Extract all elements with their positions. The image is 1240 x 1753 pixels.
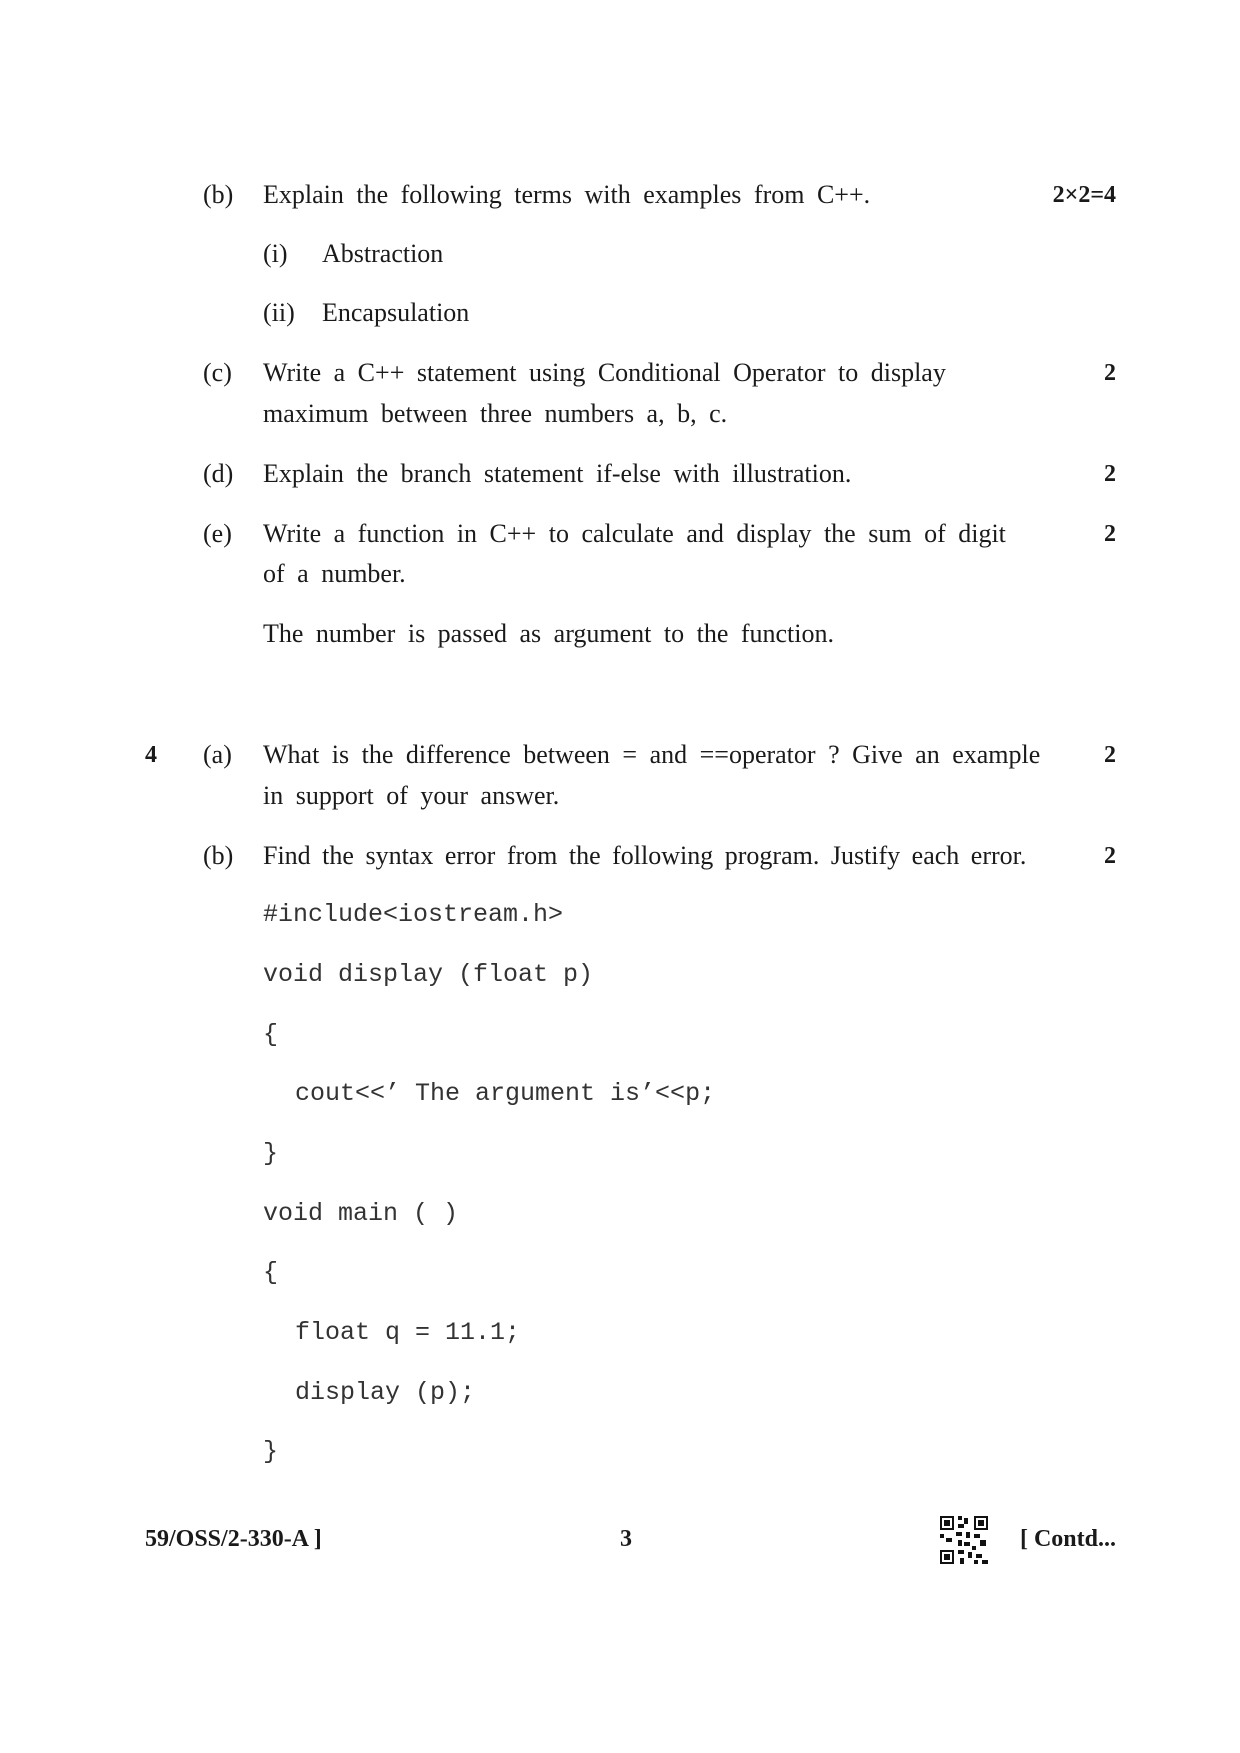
q3b-ii-label: (ii): [263, 298, 295, 327]
q3c-label: (c): [203, 358, 232, 387]
code-line-8: float q = 11.1;: [295, 1318, 521, 1347]
qr-code-icon: [940, 1516, 988, 1564]
q3e-marks: 2: [1104, 521, 1116, 547]
q3c-line1: Write a C++ statement using Conditional Operator to display: [263, 358, 946, 387]
q4b-marks: 2: [1104, 843, 1116, 869]
code-line-4: cout<<’ The argument is’<<p;: [295, 1079, 716, 1108]
q3e-label: (e): [203, 519, 232, 548]
code-line-10: }: [263, 1437, 279, 1466]
paper-code: 59/OSS/2-330-A ]: [145, 1526, 322, 1552]
code-line-7: {: [263, 1258, 279, 1287]
code-line-9: display (p);: [295, 1378, 476, 1407]
q3b-i-text: Abstraction: [322, 239, 444, 268]
page-number: 3: [620, 1526, 632, 1552]
code-line-3: {: [263, 1020, 279, 1049]
q3c-marks: 2: [1104, 360, 1116, 386]
q3d-label: (d): [203, 459, 234, 488]
q4b-label: (b): [203, 841, 234, 870]
q3d-text: Explain the branch statement if-else with illustration.: [263, 459, 852, 488]
q3e-line2: of a number.: [263, 559, 406, 588]
q4a-line1: What is the difference between = and ==operator ? Give an example: [263, 740, 1041, 769]
code-line-6: void main ( ): [263, 1199, 459, 1228]
q3e-line3: The number is passed as argument to the function.: [263, 619, 835, 648]
q3b-i-label: (i): [263, 239, 288, 268]
q3d-marks: 2: [1104, 461, 1116, 487]
q3e-line1: Write a function in C++ to calculate and display the sum of digit: [263, 519, 1006, 548]
q3b-marks: 2×2=4: [1052, 182, 1116, 208]
q3b-text: Explain the following terms with examples from C++.: [263, 180, 871, 209]
q4b-text: Find the syntax error from the following program. Justify each error.: [263, 841, 1027, 870]
q3b-ii-text: Encapsulation: [322, 298, 470, 327]
q3b-label: (b): [203, 180, 234, 209]
continued-label: [ Contd...: [1019, 1526, 1116, 1552]
q4a-marks: 2: [1104, 742, 1116, 768]
code-line-5: }: [263, 1139, 279, 1168]
q4a-line2: in support of your answer.: [263, 781, 560, 810]
q4a-label: (a): [203, 740, 232, 769]
q4-number: 4: [145, 742, 157, 768]
code-line-1: #include<iostream.h>: [263, 900, 564, 929]
q3c-line2: maximum between three numbers a, b, c.: [263, 399, 728, 428]
code-line-2: void display (float p): [263, 960, 594, 989]
